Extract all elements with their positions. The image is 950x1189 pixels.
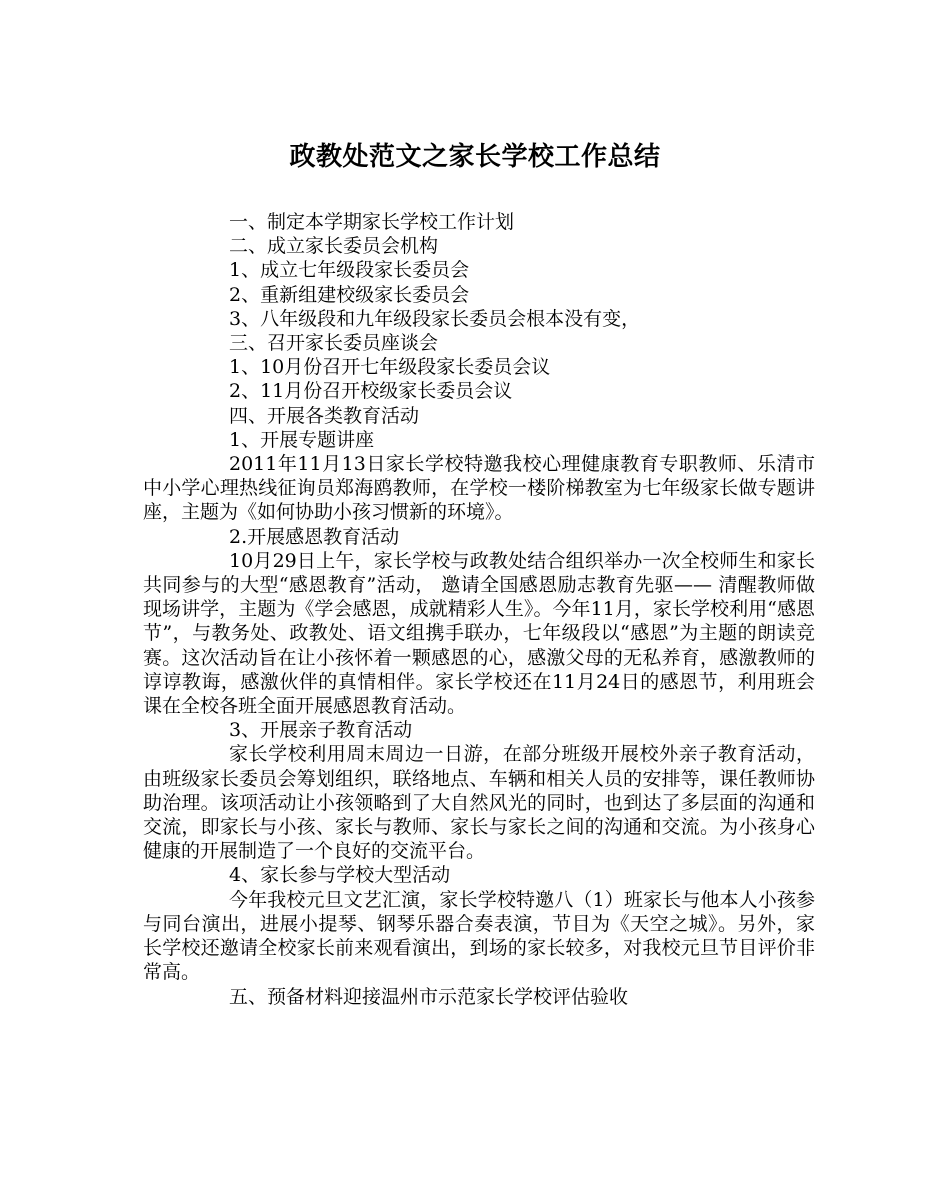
paragraph-gratitude: 10月29日上午，家长学校与政教处结合组织举办一次全校师生和家长共同参与的大型“感恩教育”活动， 邀请全国感恩励志教育先驱—— 清醒教师做现场讲学，主题为《学会感恩，成就精彩人生》。今年11月，家长学校利用“感恩节”，与教务处、政教处、语文组携手联办，七年级段以“感恩”为主题的朗读竞赛。这次活动旨在让小孩怀着一颗感恩的心，感激父母的无私养育，感激教师的谆谆教诲，感激伙伴的真情相伴。家长学校还在11月24日的感恩节，利用班会课在全校各班全面开展感恩教育活动。 <box>143 549 815 718</box>
subheading-gratitude: 2.开展感恩教育活动 <box>229 525 400 548</box>
paragraph-parent-child: 家长学校利用周末周边一日游，在部分班级开展校外亲子教育活动，由班级家长委员会筹划组织，联络地点、车辆和相关人员的安排等，课任教师协助治理。该项活动让小孩领略到了大自然风光的同时，也到达了多层面的沟通和交流，即家长与小孩、家长与教师、家长与家长之间的沟通和交流。为小孩身心健康的开展制造了一个良好的交流平台。 <box>143 743 815 863</box>
paragraph-lecture: 2011年11月13日家长学校特邀我校心理健康教育专职教师、乐清市中小学心理热线征询员郑海鸥教师，在学校一楼阶梯教室为七年级家长做专题讲座，主题为《如何协助小孩习惯新的环境》。 <box>143 453 815 524</box>
document-body <box>143 210 815 1009</box>
heading-1: 一、制定本学期家长学校工作计划 <box>229 211 515 233</box>
heading-4: 四、开展各类教育活动 <box>229 404 420 427</box>
list-item: 3、八年级段和九年级段家长委员会根本没有变， <box>229 307 641 330</box>
subheading-school-events: 4、家长参与学校大型活动 <box>229 864 451 887</box>
heading-2: 二、成立家长委员会机构 <box>229 235 439 258</box>
paragraph-school-events: 今年我校元旦文艺汇演，家长学校特邀八（1）班家长与他本人小孩参与同台演出，进展小提琴、钢琴乐器合奏表演，节目为《天空之城》。另外，家长学校还邀请全校家长前来观看演出，到场的家长较多，对我校元旦节目评价非常高。 <box>143 888 815 984</box>
list-item: 1、成立七年级段家长委员会 <box>229 259 470 282</box>
list-item: 2、重新组建校级家长委员会 <box>229 283 470 306</box>
list-item: 2、11月份召开校级家长委员会议 <box>229 380 513 403</box>
document-title: 政教处范文之家长学校工作总结 <box>289 142 661 172</box>
heading-3: 三、召开家长委员座谈会 <box>229 332 439 355</box>
list-item: 1、10月份召开七年级段家长委员会议 <box>229 356 551 379</box>
heading-5: 五、预备材料迎接温州市示范家长学校评估验收 <box>229 985 629 1008</box>
subheading-lecture: 1、开展专题讲座 <box>229 428 375 451</box>
subheading-parent-child: 3、开展亲子教育活动 <box>229 719 413 742</box>
